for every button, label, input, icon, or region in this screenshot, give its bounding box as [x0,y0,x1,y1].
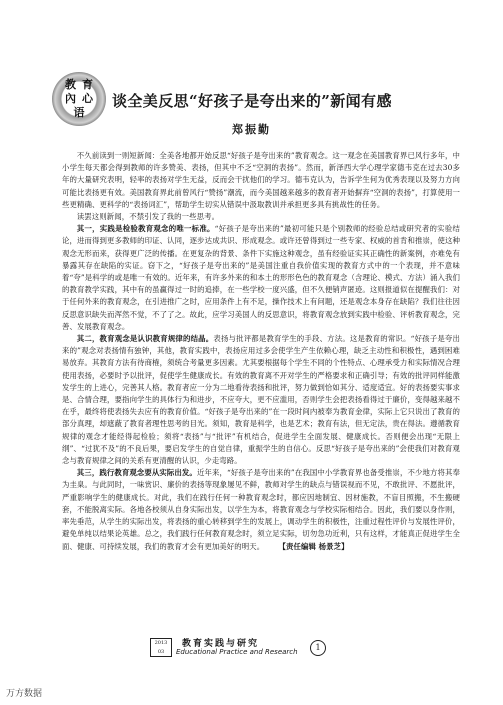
paragraph-lead: 其二，教育观念是认识教育规律的结晶。 [76,334,214,344]
paragraph [62,333,460,467]
paragraph-text: 读罢这则新闻，不禁引发了我的一些思考。 [76,212,220,222]
article-title: 谈全美反思“好孩子是夸出来的”新闻有感 [112,92,392,110]
paragraph [62,211,460,223]
page-number: 1 [310,640,326,656]
issue-box [150,638,172,657]
column-badge [52,72,106,126]
journal-name-en: Educational Practice and Research [176,648,298,656]
article-body [62,150,460,622]
journal-name-cn: 教育实践与研究 [182,639,260,649]
badge-char: 育 [82,78,93,91]
paragraph [62,467,460,552]
paragraph-text: 近年来，“好孩子是夸出来的”在我国中小学教育界也备受推崇，不少地方将其奉为圭臬。与此同时，一味赏识、廉价的表扬等现象屡见不鲜，教师对学生的缺点与错误视而不见，不敢批评、不愿批评，严重影响学生的健康成长。对此，我们在践行任何一种教育观念时，都应因地制宜、因材施教，不盲目照搬，不生搬硬套，不能脱离实际。各地各校须从自身实际出发，以学生为本，将教育观念与学校实际相结合。因此，我们要以身作则，率先垂范，从学生的实际出发，将表扬的重心转移到学生的发展上，调动学生的积极性，注重过程性评价与发展性评价，避免单纯以结果论英雄。总之，我们践行任何教育观念时，须立足实际，切勿急功近利，只有这样，才能真正促进学生全面、健康、可持续发展，我们的教育才会有更加美好的明天。 [62,468,460,551]
issue-year: 2013 [154,640,168,646]
paragraph-text: 表扬与批评都是教育学生的手段、方法。这是教育的常识。“好孩子是夸出来的”观念对表扬情有独钟，其他，教育实践中，表扬应用过多会使学生产生依赖心理，缺乏主动性和积极性，遇到困难易放弃。其教育方法有待商榷，须统合考量更多因素。尤其要根据每个学生不同的个性特点、心理承受力和实际情况合理使用表扬，必要时予以批评，促使学生健康成长。有效的教育离不开对学生的严格要求和正确引导；有效的批评同样能激发学生的上进心，完善其人格。教育者应一分为二地看待表扬和批评，努力做到恰如其分、适度适宜。好的表扬要实事求是、合情合理，要指向学生的具体行为和进步，不应夸大，更不应滥用，否则学生会把表扬看得过于廉价，变得越来越不在乎，最终将使表扬失去应有的教育价值。“好孩子是夸出来的”在一段时间内被奉为教育金律，实际上它只说出了教育的部分真理，却遮蔽了教育者理性思考的目光。须知，教育是科学，也是艺术；教育有法，但无定法，贵在得法。遵循教育规律的观念才能经得起检验；须将“表扬”与“批评”有机结合，促进学生全面发展、健康成长。否则便会出现“无限上纲”、“过犹不及”的不良后果，要启发学生的自觉自律，重振学生的自信心。反思“好孩子是夸出来的”会使我们对教育观念与教育规律之间的关系有更清醒的认识，少走弯路。 [62,334,460,466]
badge-char: 语 [73,106,85,119]
paragraph [62,223,460,333]
paragraph-lead: 其三，践行教育观念要从实际出发。 [76,468,197,478]
paragraph-lead: 其一，实践是检验教育观念的唯一标准。 [76,224,215,234]
paragraph [62,150,460,211]
badge-char: 內 [65,92,76,105]
badge-char: 教 [65,78,76,91]
editor-tag: 【责任编辑 杨景芝】 [282,541,349,551]
watermark: 万方数据 [6,689,43,699]
badge-char: 心 [82,92,93,105]
paragraph-text: “好孩子是夸出来的”最初可能只是个别教师的经验总结或研究者的实验结论，进而得到更多教师的印证、认同，逐步达成共识、形成观念。或许还曾得到过一些专家、权威的首肯和推崇，使这种观念无形而来，获得更广泛的传播。在更复杂的背景、条件下实施这种观念，虽有经验证实其正确性的新案例，亦难免有暴露其存在缺陷的实证。窃下之，“好孩子是夸出来的”是美国注重自我价值实现的教育方式中的一个表现，并不意味着“夸”是科学的或是唯一有效的。近年来，有许多外来的和本土的形形色色的教育观念（含理论、模式、方法）涌入我们的教育教学实践，其中有的虽赢得过一时的追捧，在一些学校一度兴盛，但不久便销声匿迹。这则报道似在提醒我们：对于任何外来的教育观念，在引进推广之时，应用条件上有不足，操作技术上有问题，还是观念本身存在缺陷？我们往往因反思意识缺失而浑然不觉，不了了之。故此，应学习美国人的反思意识，将教育观念放到实践中检验、评析教育观念，完善、发展教育观念。 [62,224,460,331]
page-footer [150,636,350,660]
paragraph-text: 不久前读到一则短新闻：全美各地都开始反思“好孩子是夸出来的”教育观念。这一观念在美国教育界已风行多年，中小学生每天都会得到教师的许多赞美、表扬，但其中不乏“空洞的表扬”。然而，新泽西大学心理学家德韦克在过去30多年的大量研究表明，轻率的表扬对学生无益，反而会干扰他们的学习。德韦克认为，告诉学生何为优秀表现以及努力方向可能比表扬更有效。美国教育界此前曾风行“赞扬”潮流，而今美国越来越多的教育者开始摒弃“空洞的表扬”，打算使用一些更精确、更科学的“表扬词汇”，帮助学生切实从错误中汲取教训并承担更多具有挑战性的任务。 [62,151,460,209]
article-author: 郑振勤 [232,123,271,136]
issue-number: 03 [157,649,165,655]
